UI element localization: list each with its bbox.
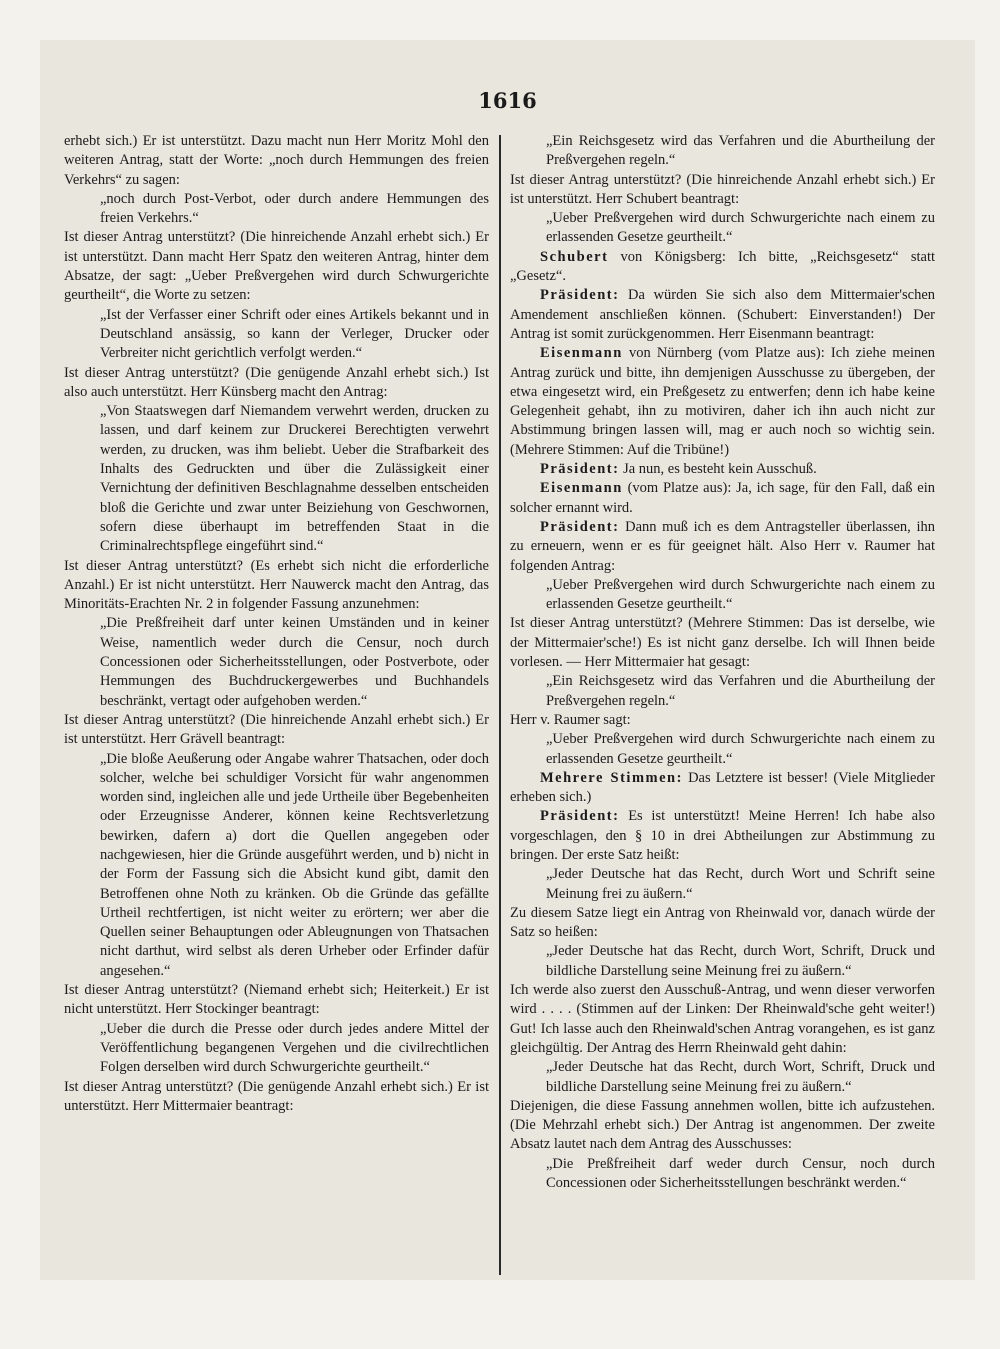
speech-text: Es ist unterstützt! Meine Herren! Ich habe also vorgeschlagen, den § 10 in drei Abtheilungen zur Abstimmung zu bringen. Der erste Satz heißt: bbox=[510, 808, 935, 863]
speech-text: Ja nun, es besteht kein Ausschuß. bbox=[623, 461, 817, 478]
body-paragraph: Ist dieser Antrag unterstützt? (Die genügende Anzahl erhebt sich.) Er ist unterstützt. Herr Mittermaier beantragt: bbox=[64, 1078, 489, 1114]
speaker-paragraph bbox=[510, 460, 935, 479]
quoted-motion: „Jeder Deutsche hat das Recht, durch Wort und Schrift seine Meinung frei zu äußern.“ bbox=[546, 866, 935, 902]
speaker-name: Präsident: bbox=[540, 287, 620, 304]
speaker-name: Eisenmann bbox=[540, 480, 623, 497]
speech-text: von Königsberg: Ich bitte, „Reichsgesetz“ statt „Gesetz“. bbox=[510, 248, 935, 285]
scanned-page bbox=[40, 40, 975, 1280]
speech-text: Da würden Sie sich also dem Mittermaier'schen Amendement anschließen können. (Schubert: Einverstanden!) Der Antrag ist somit zurückgenommen. Herr Eisenmann beantragt: bbox=[510, 287, 935, 342]
quoted-motion: „Ein Reichsgesetz wird das Verfahren und die Aburtheilung der Preßvergehen regeln.“ bbox=[546, 133, 935, 169]
quoted-motion: „Jeder Deutsche hat das Recht, durch Wort, Schrift, Druck und bildliche Darstellung seine Meinung frei zu äußern.“ bbox=[546, 943, 935, 979]
body-paragraph: Ist dieser Antrag unterstützt? (Mehrere Stimmen: Das ist derselbe, wie der Mittermaier'sche!) Es ist nicht ganz derselbe. Ich will Ihnen beide vorlesen. — Herr Mittermaier hat gesagt: bbox=[510, 615, 935, 671]
speech-text: Dann muß ich es dem Antragsteller überlassen, ihn zu erneuern, wenn er es für geeignet hält. Also Herr v. Raumer hat folgenden Antrag: bbox=[510, 518, 935, 574]
body-paragraph: Zu diesem Satze liegt ein Antrag von Rheinwald vor, danach würde der Satz so heißen: bbox=[510, 904, 935, 941]
speaker-name: Präsident: bbox=[540, 461, 620, 478]
quoted-motion: „Ueber die durch die Presse oder durch jedes andere Mittel der Veröffentlichung begangenen Vergehen und die civilrechtlichen Folgen derselben wird durch Schwurgerichte geurtheilt.“ bbox=[100, 1020, 489, 1076]
quoted-motion: „Von Staatswegen darf Niemandem verwehrt werden, drucken zu lassen, und darf keinem zur Druckerei Berechtigten verwehrt werden, zu drucken, was ihm beliebt. Ueber die Strafbarkeit des Inhalts des Gedruckten und über die Zulässigkeit einer Vernichtung der definitiven Beschlagnahme desselben entscheiden bloß die Gerichte und zwar unter Beiziehung von Geschwornen, sofern diese überhaupt im betreffenden Staat in die Criminalrechtspflege eingeführt sind.“ bbox=[100, 403, 489, 555]
speech-text: Das Letztere ist besser! (Viele Mitglieder erheben sich.) bbox=[510, 769, 935, 806]
body-paragraph: Ist dieser Antrag unterstützt? (Die hinreichende Anzahl erhebt sich.) Er ist unterstützt. Dann macht Herr Spatz den weiteren Antrag, hinter dem Absatze, der sagt: „Ueber Preßvergehen wird durch Schwurgerichte geurtheilt“, die Worte zu setzen: bbox=[64, 229, 489, 304]
body-paragraph: Ich werde also zuerst den Ausschuß-Antrag, und wenn dieser verworfen wird . . . . (Stimmen auf der Linken: Der Rheinwald'sche geht weiter!) Gut! Ich lasse auch den Rheinwald'schen Antrag vorangehen, es ist ganz gleichgültig. Der Antrag des Herrn Rheinwald geht dahin: bbox=[510, 982, 935, 1056]
speech-text: (vom Platze aus): Ja, ich sage, für den Fall, daß ein solcher ernannt wird. bbox=[510, 480, 935, 516]
quoted-motion: „Ueber Preßvergehen wird durch Schwurgerichte nach einem zu erlassenden Gesetze geurtheilt.“ bbox=[546, 210, 935, 246]
body-paragraph: Herr v. Raumer sagt: bbox=[510, 711, 631, 728]
quoted-motion: „Ist der Verfasser einer Schrift oder eines Artikels bekannt und in Deutschland ansässig, so kann der Verleger, Drucker oder Verbreiter nicht gerichtlich verfolgt werden.“ bbox=[100, 306, 489, 362]
body-paragraph: Ist dieser Antrag unterstützt? (Es erhebt sich nicht die erforderliche Anzahl.) Er ist nicht unterstützt. Herr Nauwerck macht den Antrag, das Minoritäts-Erachten Nr. 2 in folgender Fassung anzunehmen: bbox=[64, 557, 489, 613]
speaker-paragraph bbox=[510, 518, 935, 576]
page-number: 1616 bbox=[478, 88, 537, 113]
quoted-motion: „Die Preßfreiheit darf weder durch Censur, noch durch Concessionen oder Sicherheitsstellungen beschränkt werden.“ bbox=[546, 1155, 935, 1192]
speaker-paragraph bbox=[510, 479, 935, 518]
speaker-name: Mehrere Stimmen: bbox=[540, 769, 683, 786]
speaker-paragraph bbox=[510, 286, 935, 344]
left-column bbox=[64, 132, 489, 1280]
quoted-motion: „noch durch Post-Verbot, oder durch andere Hemmungen des freien Verkehrs.“ bbox=[100, 190, 489, 227]
speaker-name: Präsident: bbox=[540, 518, 620, 535]
column-divider bbox=[499, 135, 501, 1275]
speaker-name: Präsident: bbox=[540, 808, 620, 825]
quoted-motion: „Die bloße Aeußerung oder Angabe wahrer Thatsachen, oder doch solcher, welche bei schuldiger Vorsicht für wahr angenommen worden sind, ingleichen alle und jede Urtheile über Begebenheiten oder Erzeugnisse Anderer, können keine Rechtsverletzung bewirken, dafern a) dort die Quellen angegeben oder nachgewiesen, hier die Gründe ausgeführt werden, und b) nicht in der Form der Fassung sich die Absicht kund gibt, damit den Betroffenen ohne Noth zu kränken. Ob die Gründe das gefällte Urtheil rechtfertigen, ist nicht weiter zu erörtern; wer aber die Quellen seiner Behauptungen oder Ableugnungen von Thatsachen nicht darthut, wird selbst als deren Urheber oder Erfinder dafür angesehen.“ bbox=[100, 750, 489, 979]
body-paragraph: Diejenigen, die diese Fassung annehmen wollen, bitte ich aufzustehen. (Die Mehrzahl erhebt sich.) Der Antrag ist angenommen. Der zweite Absatz lautet nach dem Antrag des Ausschusses: bbox=[510, 1097, 935, 1153]
speaker-name: Eisenmann bbox=[540, 345, 623, 362]
quoted-motion: „Die Preßfreiheit darf unter keinen Umständen und in keiner Weise, namentlich weder durch die Censur, noch durch Concessionen oder Sicherheitsstellungen, oder Postverbote, oder Hemmungen des Buchdruckergewerbes und Buchhandels beschränkt, vertagt oder aufgehoben werden.“ bbox=[100, 615, 489, 709]
speaker-paragraph bbox=[510, 769, 935, 808]
right-column bbox=[510, 132, 935, 1280]
body-paragraph: erhebt sich.) Er ist unterstützt. Dazu macht nun Herr Moritz Mohl den weiteren Antrag, statt der Worte: „noch durch Hemmungen des freien Verkehrs“ zu sagen: bbox=[64, 133, 489, 188]
quoted-motion: „Ueber Preßvergehen wird durch Schwurgerichte nach einem zu erlassenden Gesetze geurtheilt.“ bbox=[546, 576, 935, 613]
speaker-paragraph bbox=[510, 344, 935, 460]
speaker-paragraph bbox=[510, 248, 935, 287]
speech-text: von Nürnberg (vom Platze aus): Ich ziehe meinen Antrag zurück und bitte, ihn demjenigen Ausschusse zu übergeben, der etwa eingesetzt wird, ein Preßgesetz zu entwerfen; denn ich habe keine Gelegenheit gehabt, ihn zu motiviren, daher ich ihn auch nicht zur Abstimmung bringen lassen will, mag er auch noch so wichtig sein. (Mehrere Stimmen: Auf die Tribüne!) bbox=[510, 345, 935, 458]
speaker-paragraph bbox=[510, 807, 935, 865]
body-paragraph: Ist dieser Antrag unterstützt? (Niemand erhebt sich; Heiterkeit.) Er ist nicht unterstützt. Herr Stockinger beantragt: bbox=[64, 982, 489, 1018]
quoted-motion: „Jeder Deutsche hat das Recht, durch Wort, Schrift, Druck und bildliche Darstellung seine Meinung frei zu äußern.“ bbox=[546, 1059, 935, 1095]
quoted-motion: „Ueber Preßvergehen wird durch Schwurgerichte nach einem zu erlassenden Gesetze geurtheilt.“ bbox=[546, 731, 935, 767]
body-paragraph: Ist dieser Antrag unterstützt? (Die genügende Anzahl erhebt sich.) Ist also auch unterstützt. Herr Künsberg macht den Antrag: bbox=[64, 364, 489, 400]
body-paragraph: Ist dieser Antrag unterstützt? (Die hinreichende Anzahl erhebt sich.) Er ist unterstützt. Herr Grävell beantragt: bbox=[64, 711, 489, 748]
body-paragraph: Ist dieser Antrag unterstützt? (Die hinreichende Anzahl erhebt sich.) Er ist unterstützt. Herr Schubert beantragt: bbox=[510, 171, 935, 207]
speaker-name: Schubert bbox=[540, 248, 609, 265]
quoted-motion: „Ein Reichsgesetz wird das Verfahren und die Aburtheilung der Preßvergehen regeln.“ bbox=[546, 673, 935, 709]
